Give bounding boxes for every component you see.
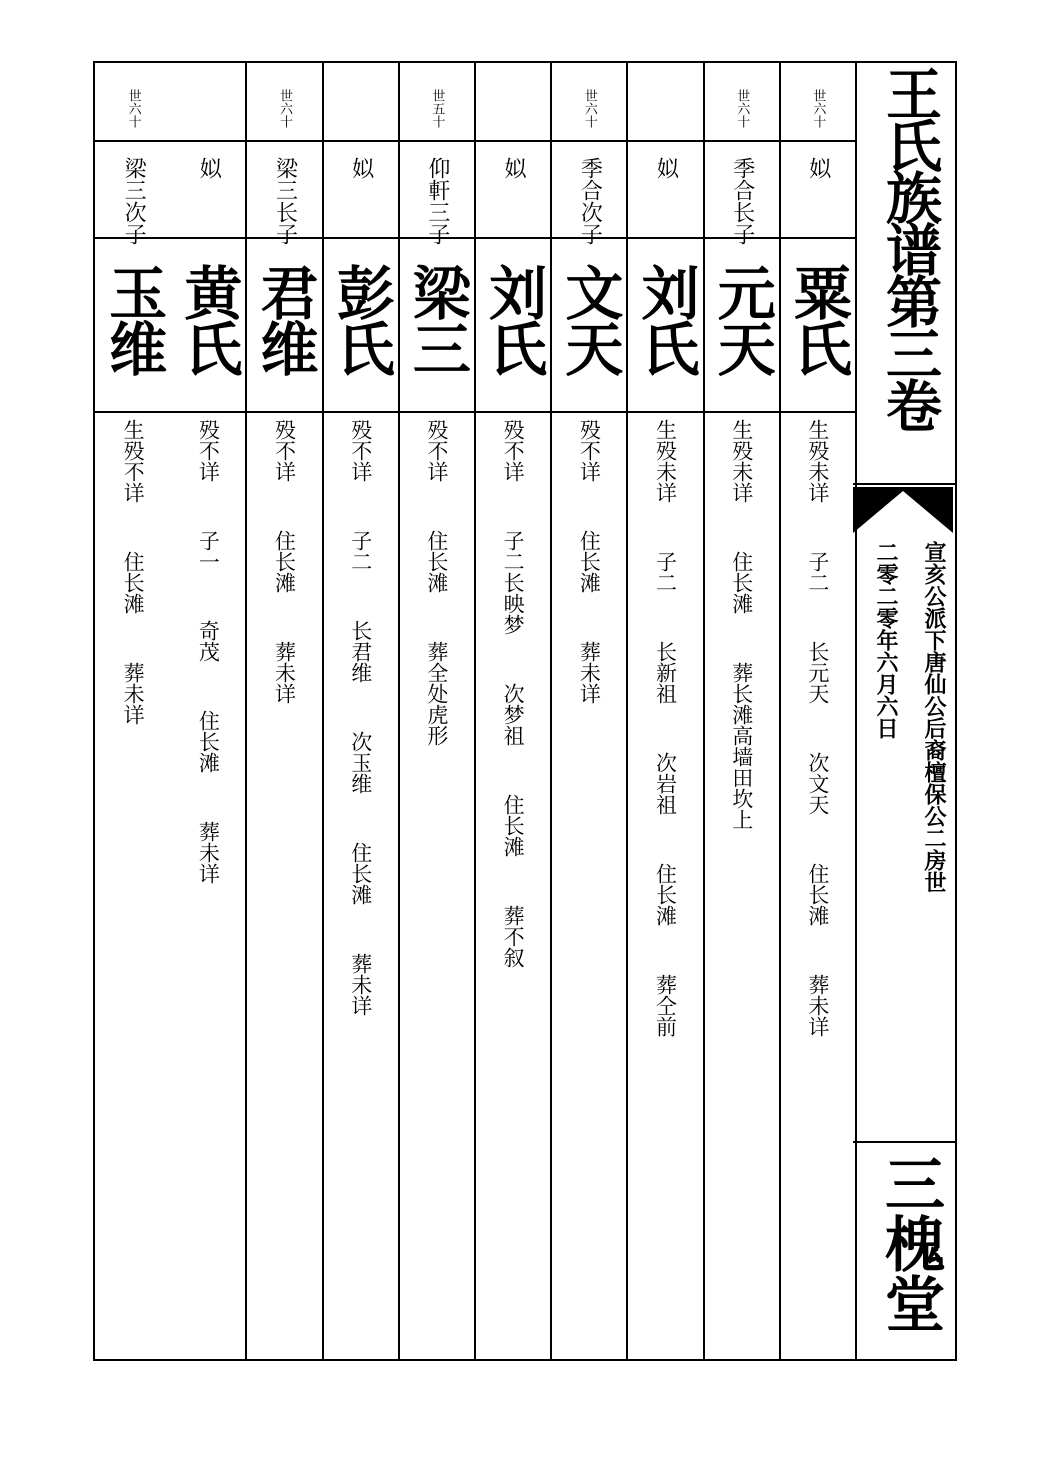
person-name: 刘氏	[631, 263, 700, 375]
person-name: 黄氏	[174, 263, 243, 375]
entry-column	[628, 63, 704, 1359]
biography-note: 殁不详 子二 长君维 次玉维 住长滩 葬未详	[348, 419, 373, 1016]
generation-label: 世六十	[277, 89, 293, 128]
biography-note: 殁不详 子一 奇茂 住长滩 葬未详	[196, 419, 221, 884]
generation-label: 世六十	[581, 89, 597, 128]
entry-column	[705, 63, 781, 1359]
entry-column	[247, 63, 323, 1359]
book-title: 王氏族谱第三卷	[877, 65, 943, 429]
entry-column	[95, 63, 171, 1359]
biography-note: 生殁未详 子二 长新祖 次岩祖 住长滩 葬仝前	[653, 419, 678, 1037]
genealogy-page-frame	[93, 61, 957, 1361]
lineage-subtitle: 宣亥公派下唐仙公后裔檀保公二房世	[921, 541, 947, 893]
relation-label: 姒	[501, 157, 527, 179]
person-name: 梁三	[402, 263, 471, 375]
relation-label: 姒	[196, 157, 222, 179]
biography-note: 生殁未详 子二 长元天 次文天 住长滩 葬未详	[805, 419, 830, 1037]
title-divider	[853, 483, 955, 485]
person-name: 玉维	[99, 263, 168, 375]
relation-label: 梁三长子	[272, 157, 298, 245]
entry-column	[476, 63, 552, 1359]
relation-label: 仰軒三子	[424, 157, 450, 245]
person-name: 粟氏	[783, 263, 852, 375]
generation-label: 世六十	[125, 89, 141, 128]
biography-note: 殁不详 住长滩 葬未详	[272, 419, 297, 704]
person-name: 君维	[250, 263, 319, 375]
compile-date: 二零二零年六月六日	[873, 541, 899, 739]
biography-note: 生殁未详 住长滩 葬长滩高墙田坎上	[729, 419, 754, 830]
person-name: 元天	[707, 263, 776, 375]
relation-label: 姒	[348, 157, 374, 179]
biography-note: 殁不详 子二长映梦 次梦祖 住长滩 葬不叙	[501, 419, 526, 968]
title-panel	[853, 63, 955, 1359]
person-name: 彭氏	[326, 263, 395, 375]
hall-name: 三槐堂	[875, 1153, 945, 1333]
relation-label: 姒	[653, 157, 679, 179]
relation-label: 季合长子	[729, 157, 755, 245]
entry-columns	[95, 63, 857, 1359]
fishtail-ornament	[853, 487, 953, 533]
name-row-rule	[95, 411, 857, 413]
relation-label: 姒	[805, 157, 831, 179]
relation-row-rule	[95, 237, 857, 239]
generation-row-rule	[95, 140, 857, 142]
generation-label: 世五十	[429, 89, 445, 128]
relation-label: 梁三次子	[121, 157, 147, 245]
entry-column	[400, 63, 476, 1359]
biography-note: 殁不详 住长滩 葬全处虎形	[424, 419, 449, 746]
relation-label: 季合次子	[577, 157, 603, 245]
generation-label: 世六十	[810, 89, 826, 128]
person-name: 刘氏	[479, 263, 548, 375]
entry-column	[171, 63, 247, 1359]
entry-column	[324, 63, 400, 1359]
generation-label: 世六十	[734, 89, 750, 128]
person-name: 文天	[555, 263, 624, 375]
hall-divider	[853, 1141, 955, 1143]
biography-note: 生殁不详 住长滩 葬未详	[121, 419, 146, 725]
biography-note: 殁不详 住长滩 葬未详	[577, 419, 602, 704]
entry-column	[552, 63, 628, 1359]
entry-column	[781, 63, 857, 1359]
